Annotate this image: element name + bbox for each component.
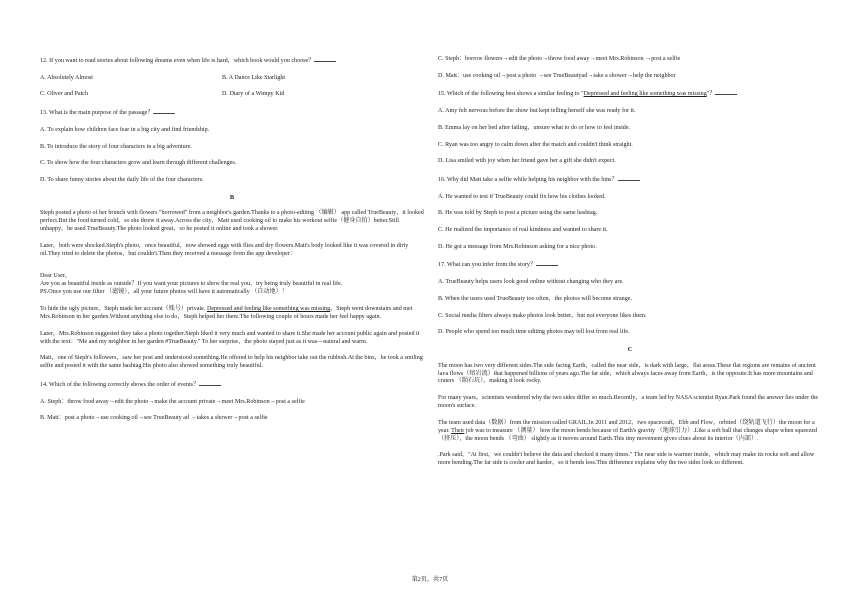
underlined-phrase: Depressed and feeling like something was missing	[583, 91, 707, 98]
passage-b-salutation: Dear User，	[40, 272, 71, 279]
q16-stem: 16. Why did Matt take a selfie while helping his neighbor with the bins？	[438, 175, 822, 185]
underlined-word: Their	[451, 427, 465, 434]
passage-c-paragraph-2: For many years，scientists wondered why the two sides differ so much.Recently，a team led by NASA scientist Ryan.Park found the answer lies under the moon's surface.	[438, 395, 819, 410]
q12-option-b: B. A Dance Like Starlight	[222, 74, 286, 81]
q14-stem: 14. Which of the following correctly shows the order of events？	[40, 380, 424, 390]
q12-option-a: A. Absolutely Almost	[40, 74, 93, 81]
answer-blank	[199, 380, 221, 386]
q13-stem: 13. What is the main purpose of the passage？	[40, 108, 424, 118]
q13-option-a: A. To explain how children face fear in a big city and find friendship.	[40, 126, 210, 133]
answer-blank	[536, 260, 558, 266]
q16-option-a: A. He wanted to test if TrueBeauty could fix how his clothes looked.	[438, 193, 606, 200]
q12-options-row2	[40, 91, 424, 99]
q12-option-d: D. Diary of a Wimpy Kid	[222, 91, 285, 98]
q14-option-d: D. Matt：use cooking oil→post a photo →see TrueBeautyad→take a shower→help the neighbor	[438, 72, 676, 79]
q17-stem: 17. What can you infer from the story？	[438, 260, 822, 270]
q15-option-d: D. Lisa smiled with joy when her friend gave her a gift she didn't expect.	[438, 158, 616, 165]
q17-option-b: B. When the users used TrueBeauty too often，the photos will become strange.	[438, 295, 633, 302]
passage-c-paragraph-1: The moon has two very different sides.The side facing Earth，called the near side，is dark with large，flat areas.These flat regions are remains of ancient lava flows（熔岩流）that happened billions of years ago.The far side，which always faces away from Earth，is the opposite.It has more mountains and craters （陨石坑），making it look rocky.	[438, 362, 816, 385]
q15-option-a: A. Amy felt nervous before the show but kept telling herself she was ready for it.	[438, 108, 636, 115]
answer-blank	[715, 89, 737, 95]
q14-option-b: B. Matt：post a photo→use cooking oil→see TrueBeauty ad →takes a shower→post a selfie	[40, 415, 268, 422]
left-column	[40, 56, 424, 432]
passage-b-paragraph-2: Later，both were shocked.Steph's photo，once beautiful，now showed eggs with flies and dry flowers.Matt's body looked like it was covered in dirty oil.They tried to delete the photos，but couldn't.Then they received a message from the app developer：	[40, 242, 409, 257]
q14-option-c: C. Steph：borrow flowers→edit the photo→throw food away→meet Mrs.Robinson →post a selfie	[438, 56, 681, 62]
underlined-phrase: Depressed and feeling like something was missing	[206, 306, 331, 313]
q17-option-a: A. TrueBeauty helps users look good online without changing who they are.	[438, 279, 624, 286]
q13-option-d: D. To share funny stories about the daily life of the four characters.	[40, 176, 204, 183]
passage-b-postscript: PS.Once you use our filter （滤镜），all your future photos will have it automatically （自动地）！	[40, 289, 288, 296]
passage-b-paragraph-7: Matt，one of Steph's followers，saw her post and understood something.He offered to help his neighbor take out the rubbish.At the bins，he took a smiling selfie and posted it with the same hashtag.His photo also showed something truly beautiful.	[40, 355, 423, 370]
q13-option-b: B. To introduce the story of four characters in a big adventure.	[40, 143, 192, 150]
passage-b-message: Are you as beautiful inside as outside？If you want your pictures to show the real you，try being truly beautiful in real life.	[40, 281, 343, 288]
passage-b-paragraph-6: Later，Mrs.Robinson suggested they take a photo together.Steph liked it very much and wanted to share it.She made her account public again and posted it with the text："Me and my neighbor in her garden #TrueBeauty." To her surprise，the photo stayed just as it was—natural and warm.	[40, 330, 420, 345]
q13-option-c: C. To show how the four characters grow and learn through different challenges.	[40, 160, 237, 167]
passage-c-paragraph-3: The team used data（数据）from the mission called GRAIL.In 2011 and 2012，two spacecraft，Ebb and Flow，orbited（绕轨道飞行）the moon for a year. Their job was to measure （测量） how the moon bends because of Earth's gravity （地球引力）.Like a soft ball that changes shape when squeezed （挤压），the moon bends （弯曲） slightly as it moves around Earth.This tiny movement gives clues about its interior（内部）.	[438, 419, 818, 442]
q15-option-b: B. Emma lay on her bed after failing，unsure what to do or how to feel inside.	[438, 124, 631, 131]
section-c-heading: C	[627, 345, 633, 353]
q15-stem: 15. Which of the following best shows a similar feeling to "Depressed and feeling like something was missing"？	[438, 89, 822, 99]
page-footer: 第2页，共7页	[411, 577, 449, 583]
right-column	[438, 56, 822, 477]
section-b-heading: B	[229, 193, 235, 201]
q16-option-d: D. He got a message from Mrs.Robinson asking for a nice photo.	[438, 243, 597, 250]
passage-b-paragraph-1: Steph posted a photo of her brunch with flowers "borrowed" from a neighbor's garden.Thanks to a photo-editing （编辑） app called TrueBeauty，it looked perfect.But the food turned cold，so she threw it away.Across the city，Matt used cooking oil to make his workout selfie（健身自拍）better.Still unhappy，he used TrueBeauty.The photo looked great，so he posted it online and took a shower.	[40, 210, 424, 233]
answer-blank	[153, 108, 175, 114]
q15-option-c: C. Ryan was too angry to calm down after the match and couldn't think straight.	[438, 141, 633, 148]
passage-c-paragraph-4: .Park said，"At first，we couldn't believe the data and checked it many times." The near side is warmer inside，which may make its rocks soft and allow more bending.The far side is cooler and harder，so it bends less.This difference explains why the two sides look so different.	[438, 452, 815, 467]
answer-blank	[314, 56, 336, 62]
q12-options-row1	[40, 75, 424, 83]
answer-blank	[618, 175, 640, 181]
q16-option-c: C. He realized the importance of real kindness and wanted to share it.	[438, 227, 608, 234]
q12-stem: 12. If you want to read stories about following dreams even when life is hard，which book would you choose？	[40, 56, 424, 66]
q12-option-c: C. Oliver and Patch	[40, 91, 89, 98]
passage-b-paragraph-5: To hide the ugly picture，Steph made her account（账号）private. Depressed and feeling like something was missing，Steph went downstairs and met Mrs.Robinson in her garden.Without anything else to do，Steph helped her there.The following couple of hours made her feel happy again.	[40, 306, 413, 321]
q16-option-b: B. He was told by Steph to post a picture using the same hashtag.	[438, 210, 598, 217]
q14-option-a: A. Steph：throw food away→edit the photo→make the account private→meet Mrs.Robinson→post a selfie	[40, 398, 305, 405]
q17-option-c: C. Social media filters always make photos look better，but not everyone likes them.	[438, 312, 647, 319]
q17-option-d: D. People who spend too much time editing photos may tell lost from real life.	[438, 329, 630, 336]
